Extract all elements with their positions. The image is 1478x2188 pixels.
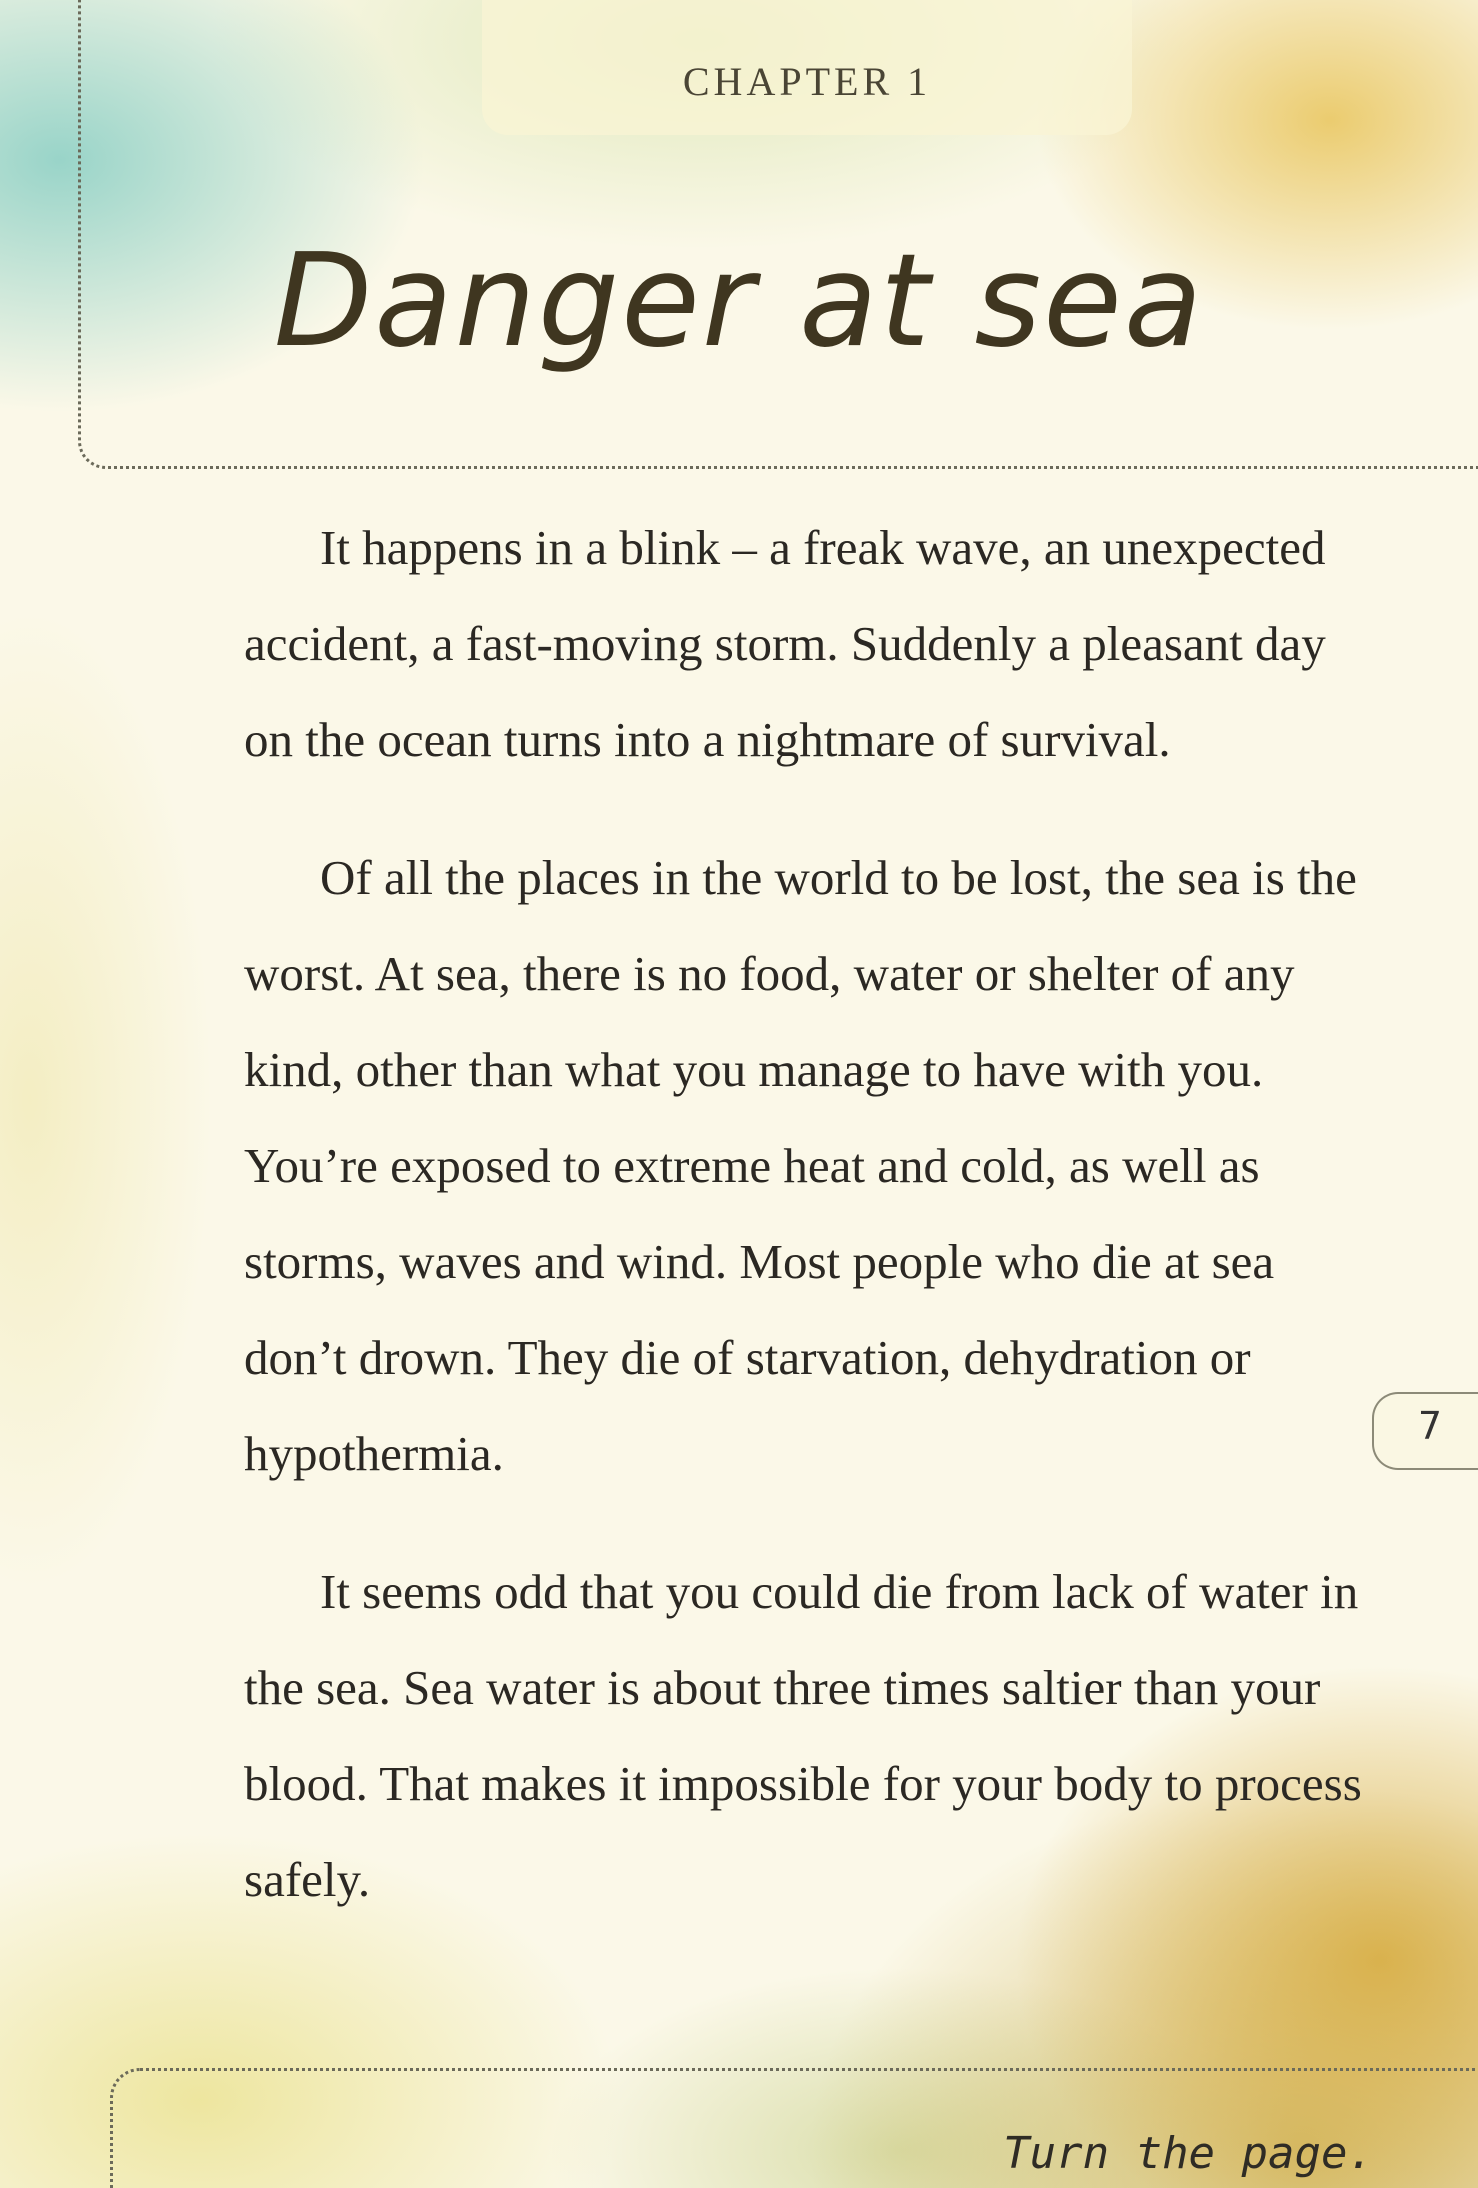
paragraph: It seems odd that you could die from lack of water in the sea. Sea water is about three times saltier than your blood. That makes it impossible for your body to process safely. [244, 1564, 1362, 1907]
body-text [244, 500, 1374, 1970]
paragraph: Of all the places in the world to be lost, the sea is the worst. At sea, there is no food, water or shelter of any kind, other than what you manage to have with you. You’re exposed to extreme heat and cold, as well as storms, waves and wind. Most people who die at sea don’t drown. They die of starvation, dehydration or hypothermia. [244, 850, 1357, 1481]
chapter-title: Danger at sea [273, 227, 1205, 376]
paragraph: It happens in a blink – a freak wave, an unexpected accident, a fast-moving storm. Suddenly a pleasant day on the ocean turns into a nightmare of survival. [244, 520, 1326, 767]
page-number: 7 [1417, 1404, 1443, 1448]
chapter-label: CHAPTER 1 [682, 59, 932, 104]
turn-the-page-label[interactable]: Turn the page. [1003, 2128, 1374, 2179]
